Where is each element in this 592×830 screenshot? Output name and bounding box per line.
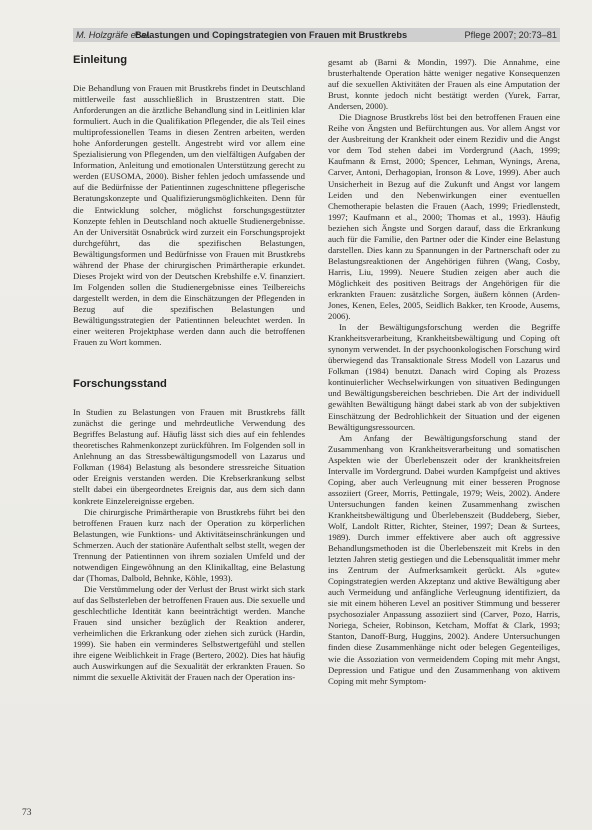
right-paragraph-3: In der Bewältigungsforschung werden die Begriffe Krankheitsverarbeitung, Krankheitsbewältigung und Coping oft synonym verwendet. In der psychoonkologischen Forschung wird überwiegend das Transaktionale Stress Modell von Lazarus und Folkman (1984) benutzt. Danach wird Coping als Prozess kontinuierlicher Wechselwirkungen von situativen Bedingungen und Bewältigungsbereichen beschrieben. Die Art der individuell gewählten Bewältigung hängt dabei stark ab von der subjektiven Einschätzung der Bedrohlichkeit der Situation und der eigenen Bewältigungsressourcen.: [328, 322, 560, 432]
right-paragraph-4: Am Anfang der Bewältigungsforschung stand der Zusammenhang von Krankheitsverarbeitung und somatischen Aspekten wie der Überlebenszeit oder der krankheitsfreien Intervalle im Vordergrund. Dabei wurden Kampfgeist und aktives Coping, aber auch Verleugnung mit einer besseren Prognose assoziiert (Greer, Morris, Pettingale, 1979; Weis, 2002). Andere Untersuchungen fanden keinen Zusammenhang zwischen Krankheitsbewältigung und Überlebenszeit (Buddeberg, Sieber, Wolf, Landolt Ritter, Richter, Steiner, 1997; Dean & Surtees, 1989). Durch immer effektivere aber auch oft aggressive Behandlungsmethoden ist die Überlebenszeit mit Krebs in den letzten Jahren stetig gestiegen und die Lebensqualität immer mehr ins Zentrum der Aufmerksamkeit gerückt. Als »gute« Copingstrategien werden Akzeptanz und aktive Bewältigung aber auch Vermeidung und anfängliche Verleugnung identifiziert, da sie mit einem höheren Level an positiver Stimmung und besserer psychosozialer Anpassung assoziiert sind (Carver, Pozo, Harris, Noriega, Scheier, Robinson, Ketcham, Moffat & Clark, 1993; Stanton, Danoff-Burg, Huggins, 2002). Andere Untersuchungen finden diese Zusammenhänge nicht oder belegen Gegenteiliges, wie die Assoziation von vermeidendem Coping mit mehr Angst, Depression und Fatigue und den Zusammenhang von aktivem Coping mit mehr Symptom-: [328, 432, 560, 686]
running-header: [73, 28, 560, 42]
right-column: [328, 57, 560, 687]
header-authors: M. Holzgräfe et al.: [76, 30, 151, 40]
header-journal: Pflege 2007; 20:73–81: [464, 30, 557, 40]
header-title: Belastungen und Copingstrategien von Frauen mit Brustkrebs: [135, 30, 408, 40]
right-paragraph-2: Die Diagnose Brustkrebs löst bei den betroffenen Frauen eine Reihe von Ängsten und Befürchtungen aus. Vor allem Angst vor der Ausbreitung der Krankheit oder einem Rezidiv und die Angst vor dem Tod stehen dabei im Vordergrund (Aach, 1999; Kaufmann & Ernst, 2000; Spencer, Lehman, Wynings, Arena, Carver, Antoni, Derhagopian, Ironson & Love, 1999). Aber auch Unsicherheit in Bezug auf die Zukunft und Angst vor langem Leiden und den Nebenwirkungen einer eventuellen Chemotherapie belasten die Frauen (Aach, 1999; Friedlenstedt, 1997; Kaufmann et al., 2000; Thomas et al., 1993). Häufig beziehen sich Ängste und Sorgen darauf, dass die Erkrankung auch für die Familie, den Partner oder die Kinder eine Belastung darstellen. Dies kann zu Spannungen in der Partnerschaft oder zu Belastungsreaktionen der Angehörigen führen (Wang, Cosby, Harris, Liu, 1999). Neuere Studien zeigen aber auch die Möglichkeit des positiven Beitrags der Angehörigen für die erkrankten Frauen: zusätzliche Sorgen, äußern können (Arden-Jones, Kenen, Eeles, 2005, Seidlich Bakker, ten Kroode, Ausems, 2006).: [328, 112, 560, 322]
forschungsstand-paragraph-1: In Studien zu Belastungen von Frauen mit Brustkrebs fällt zunächst die geringe und mehrdeutliche Verwendung des Begriffes Belastung auf. Häufig lässt sich dies auf ein fehlendes theoretisches Rahmenkonzept zurückführen. Im Folgenden soll in Anlehnung an das Stressbewältigungsmodell von Lazarus und Folkman (1984) Belastung als besondere stressreiche Situation oder Ereignis verstanden werden. Die Krebserkrankung selbst stellt dabei ein übergeordnetes Ereignis dar, aus dem sich dann konkrete Einzelereignisse ergeben.: [73, 407, 305, 506]
heading-einleitung: Einleitung: [73, 54, 128, 66]
intro-paragraph: Die Behandlung von Frauen mit Brustkrebs findet in Deutschland mittlerweile fast ausschließlich in Brustzentren statt. Die Anforderungen an die ärztliche Behandlung sind in Leitlinien klar formuliert. Auch in die Qualifikation Pflegender, die als Teil eines multiprofessionellen Teams in diesen Zentren arbeiten, werden hohe Anforderungen gestellt. Angestrebt wird vor allem eine Spezialisierung von Pflegenden, um den vielfältigen Aufgaben der Information, Anleitung und emotionalen Unterstützung gerecht zu werden (EUSOMA, 2000). Bisher fehlen jedoch umfassende und auf die Bedürfnisse der Patientinnen zugeschnittene pflegerische Beratungskonzepte und Qualifizierungsmöglichkeiten. Denn für die Entwicklung solcher, möglichst forschungsgestützter Konzepte fehlen in Deutschland noch aktuelle Studienergebnisse. An der Universität Osnabrück wird zurzeit ein Forschungsprojekt durchgeführt, das die spezifischen Belastungen, Bewältigungsformen und Bedürfnisse von Frauen mit Brustkrebs während der Phase der chirurgischen Primärtherapie erkundet. Dieses Projekt wird von der Deutschen Krebshilfe e.V. finanziert. Im Folgenden sollen die Studienergebnisse eines Teilbereichs dargestellt werden, in dem die Einschätzungen der Pflegenden in Bezug auf die spezifischen Belastungen und Bewältigungsstrategien der Patientinnen beleuchtet werden. In einer weiteren Projektphase werden dann auch die betroffenen Frauen zu Wort kommen.: [73, 83, 305, 348]
right-paragraph-1: gesamt ab (Barni & Mondin, 1997). Die Annahme, eine brusterhaltende Operation hätte weniger negative Konsequenzen auf die sexuellen Aktivitäten der Frauen als eine Amputation der Brust, konnte jedoch nicht bestätigt werden (Yurek, Farrar, Andersen, 2000).: [328, 57, 560, 112]
left-column: [73, 54, 305, 683]
forschungsstand-paragraph-2: Die chirurgische Primärtherapie von Brustkrebs führt bei den betroffenen Frauen kurz nach der Operation zu körperlichen Belastungen, wie Funktions- und Aktivitätseinschränkungen und Schmerzen. Auch der stationäre Aufenthalt selbst stellt, wegen der Trennung der Patientinnen von ihrem sozialen Umfeld und der notwendigen Eingewöhnung an den Klinikalltag, eine Belastung dar (Thomas, Dalbold, Behnke, Köhle, 1993).: [73, 506, 305, 583]
forschungsstand-paragraph-3: Die Verstümmelung oder der Verlust der Brust wirkt sich stark auf das Selbsterleben der betroffenen Frauen aus. Die sexuelle und geschlechtliche Identität kann beeinträchtigt werden. Manche Frauen sind unsicher bezüglich der Reaktion anderer, verheimlichen die Erkrankung oder ziehen sich zurück (Hardin, 1999). Sie haben ein verminderes Selbstwertgefühl und stellen ihre eigene Weiblichkeit in Frage (Bertero, 2002). Dies hat häufig auch Auswirkungen auf die Sexualität der erkrankten Frauen. So nimmt die sexuelle Aktivität der Frauen nach der Operation ins-: [73, 583, 305, 683]
heading-forschungsstand: Forschungsstand: [73, 378, 167, 391]
page-number: 73: [22, 808, 32, 818]
